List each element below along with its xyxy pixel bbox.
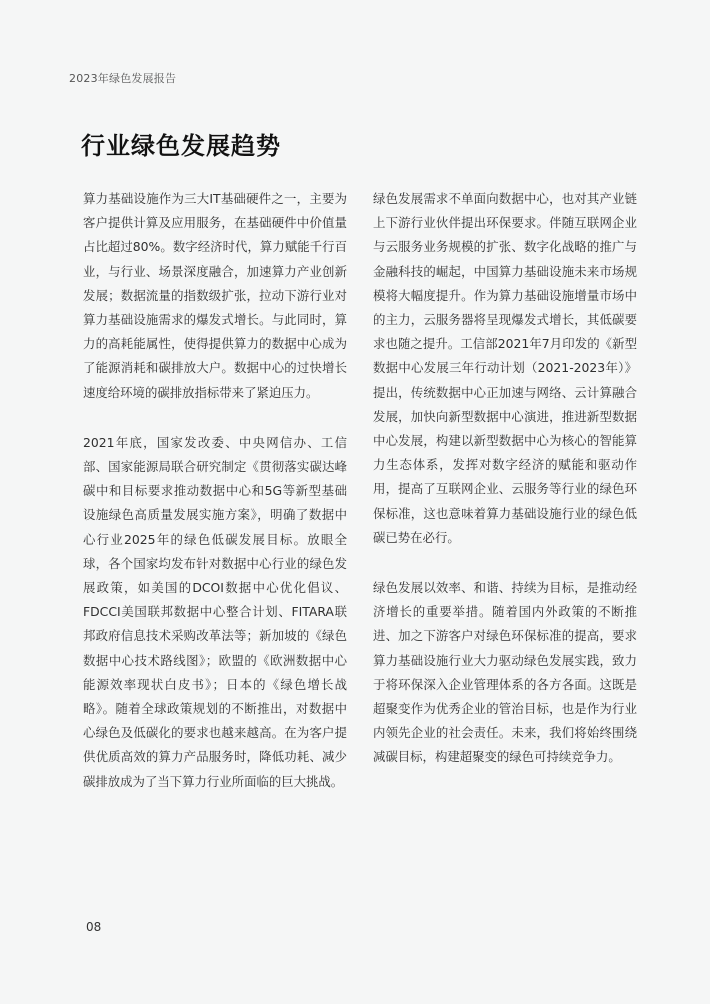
paragraph: 2021年底，国家发改委、中央网信办、工信部、国家能源局联合研究制定《贯彻落实碳达峰碳中和目标要求推动数据中心和5G等新型基础设施绿色高质量发展实施方案》，明确了数据中心行业2025年的绿色低碳发展目标。放眼全球，各个国家均发布针对数据中心行业的绿色发展政策，如美国的DCOI数据中心优化倡议、FDCCI美国联邦数据中心整合计划、FITARA联邦政府信息技术采购改革法等；新加坡的《绿色数据中心技术路线图》；欧盟的《欧洲数据中心能源效率现状白皮书》；日本的《绿色增长战略》。随着全球政策规划的不断推出，对数据中心绿色及低碳化的要求也越来越高。在为客户提供优质高效的算力产品服务时，降低功耗、减少碳排放成为了当下算力行业所面临的巨大挑战。 <box>83 434 347 789</box>
left-column <box>83 187 347 820</box>
page-number: 08 <box>86 920 102 934</box>
running-header: 2023年绿色发展报告 <box>69 72 177 85</box>
paragraph: 绿色发展以效率、和谐、持续为目标，是推动经济增长的重要举措。随着国内外政策的不断推进、加之下游客户对绿色环保标准的提高，要求算力基础设施行业大力驱动绿色发展实践，致力于将环保深入企业管理体系的各方各面。这既是超聚变作为优秀企业的管治目标，也是作为行业内领先企业的社会责任。未来，我们将始终围绕减碳目标，构建超聚变的绿色可持续竞争力。 <box>373 580 637 765</box>
paragraph: 绿色发展需求不单面向数据中心，也对其产业链上下游行业伙伴提出环保要求。伴随互联网企业与云服务业务规模的扩张、数字化战略的推广与金融科技的崛起，中国算力基础设施未来市场规模将大幅度提升。作为算力基础设施增量市场中的主力，云服务器将呈现爆发式增长，其低碳要求也随之提升。工信部2021年7月印发的《新型数据中心发展三年行动计划（2021-2023年）》提出，传统数据中心正加速与网络、云计算融合发展，加快向新型数据中心演进，推进新型数据中心发展，构建以新型数据中心为核心的智能算力生态体系，发挥对数字经济的赋能和驱动作用，提高了互联网企业、云服务等行业的绿色环保标准，这也意味着算力基础设施行业的绿色低碳已势在必行。 <box>373 191 637 545</box>
page-title: 行业绿色发展趋势 <box>81 132 281 160</box>
paragraph: 算力基础设施作为三大IT基础硬件之一，主要为客户提供计算及应用服务，在基础硬件中价值量占比超过80%。数字经济时代，算力赋能千行百业，与行业、场景深度融合，加速算力产业创新发展；数据流量的指数级扩张，拉动下游行业对算力基础设施需求的爆发式增长。与此同时，算力的高耗能属性，使得提供算力的数据中心成为了能源消耗和碳排放大户。数据中心的过快增长速度给环境的碳排放指标带来了紧迫压力。 <box>83 191 347 400</box>
right-column <box>373 187 637 796</box>
